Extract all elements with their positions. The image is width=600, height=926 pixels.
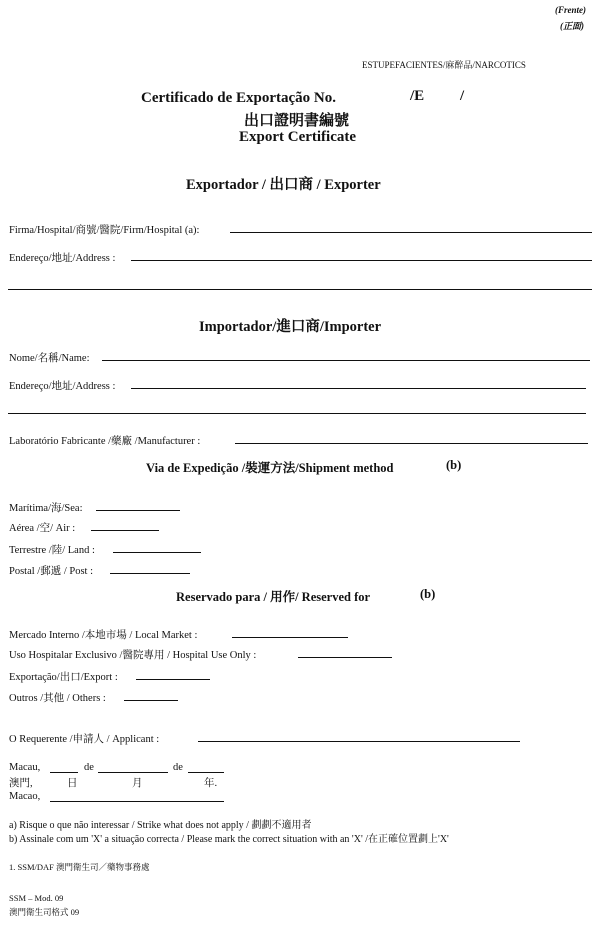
date-year-line[interactable] <box>188 772 224 773</box>
shipment-post-line[interactable] <box>110 573 190 574</box>
reserved-local-label: Mercado Interno /本地市場 / Local Market : <box>9 630 198 641</box>
title-zh: 出口證明書編號 <box>244 113 350 129</box>
footer-model: SSM – Mod. 09 <box>9 893 64 903</box>
reserved-hospital-line[interactable] <box>298 657 392 658</box>
importer-name-line[interactable] <box>102 360 590 361</box>
note-b: b) Assinale com um 'X' a situação correcta / Please mark the correct situation with an 'X' /在正確位置劃上'X' <box>9 834 449 845</box>
reserved-others-label: Outros /其他 / Others : <box>9 693 106 704</box>
importer-address-line-2[interactable] <box>8 413 586 414</box>
shipment-land-label: Terrestre /陸/ Land : <box>9 545 95 556</box>
reserved-export-line[interactable] <box>136 679 210 680</box>
manufacturer-label: Laboratório Fabricante /藥廠 /Manufacturer : <box>9 436 201 447</box>
date-day-line[interactable] <box>50 772 78 773</box>
reserved-hospital-label: Uso Hospitalar Exclusivo /醫院專用 / Hospital Use Only : <box>9 650 257 661</box>
reserved-heading: Reservado para / 用作/ Reserved for <box>176 590 371 604</box>
date-month-zh: 月 <box>132 778 143 789</box>
exporter-address-line-2[interactable] <box>8 289 592 290</box>
shipment-note: (b) <box>446 458 462 472</box>
shipment-air-line[interactable] <box>91 530 159 531</box>
firm-line[interactable] <box>230 232 592 233</box>
firm-label: Firma/Hospital/商號/醫院/Firm/Hospital (a): <box>9 225 200 236</box>
applicant-label: O Requerente /申請人 / Applicant : <box>9 734 160 745</box>
shipment-air-label: Aérea /空/ Air : <box>9 523 76 534</box>
reserved-local-line[interactable] <box>232 637 348 638</box>
title-code: /E <box>410 88 425 104</box>
date-macau-zh: 澳門, <box>9 778 33 789</box>
front-label: (Frente) <box>555 5 586 15</box>
importer-name-label: Nome/名稱/Name: <box>9 353 90 364</box>
date-year-zh: 年. <box>204 778 218 789</box>
importer-address-line[interactable] <box>131 388 586 389</box>
reserved-others-line[interactable] <box>124 700 178 701</box>
date-de-1: de <box>84 762 94 773</box>
title-slash: / <box>460 88 465 104</box>
category-label: ESTUPEFACIENTES/麻醉品/NARCOTICS <box>362 60 526 70</box>
date-macao-en: Macao, <box>9 791 41 802</box>
note-a: a) Risque o que não interessar / Strike what does not apply / 劃劃不適用者 <box>9 820 312 831</box>
shipment-heading: Via de Expedição /裝運方法/Shipment method <box>146 461 394 475</box>
date-macao-line[interactable] <box>50 801 224 802</box>
date-macau-pt: Macau, <box>9 762 41 773</box>
exporter-heading: Exportador / 出口商 / Exporter <box>186 177 381 193</box>
shipment-sea-line[interactable] <box>96 510 180 511</box>
reserved-export-label: Exportação/出口/Export : <box>9 672 118 683</box>
shipment-post-label: Postal /郵遞 / Post : <box>9 566 94 577</box>
title-en: Export Certificate <box>239 129 357 145</box>
date-day-zh: 日 <box>67 778 78 789</box>
shipment-land-line[interactable] <box>113 552 201 553</box>
footer-model-zh: 澳門衛生司格式 09 <box>9 907 80 917</box>
manufacturer-line[interactable] <box>235 443 588 444</box>
title-pt: Certificado de Exportação No. <box>141 90 336 106</box>
applicant-line[interactable] <box>198 741 520 742</box>
reserved-note: (b) <box>420 587 436 601</box>
front-label-zh: (正面) <box>560 21 584 31</box>
date-de-2: de <box>173 762 183 773</box>
importer-heading: Importador/進口商/Importer <box>199 319 382 335</box>
shipment-sea-label: Marítima/海/Sea: <box>9 503 83 514</box>
footer-department: 1. SSM/DAF 澳門衛生司／藥物事務處 <box>9 862 150 872</box>
importer-address-label: Endereço/地址/Address : <box>9 381 116 392</box>
exporter-address-line[interactable] <box>131 260 592 261</box>
date-month-line[interactable] <box>98 772 168 773</box>
exporter-address-label: Endereço/地址/Address : <box>9 253 116 264</box>
